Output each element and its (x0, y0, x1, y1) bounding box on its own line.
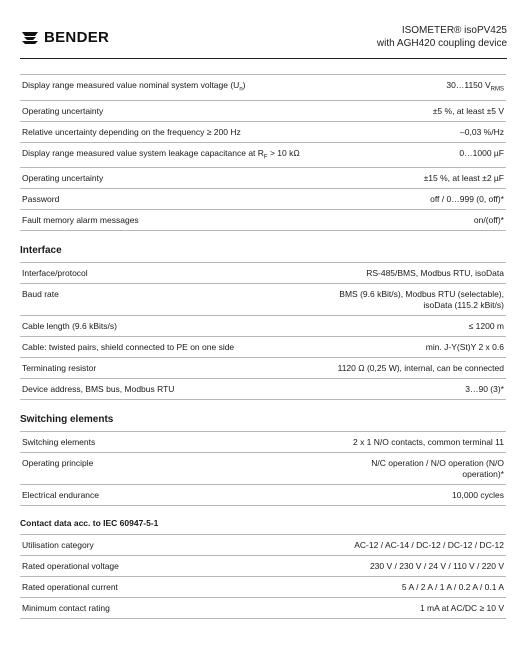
row-value: ±5 %, at least ±5 V (432, 105, 504, 116)
row-label: Interface/protocol (22, 268, 88, 279)
row-label: Cable: twisted pairs, shield connected to PE on one side (22, 342, 235, 353)
row-value: BMS (9.6 kBit/s), Modbus RTU (selectable), isoData (115.2 kBit/s) (339, 289, 504, 311)
contact-data-table (20, 534, 506, 619)
row-label: Baud rate (22, 289, 59, 300)
interface-table (20, 262, 506, 400)
brand-name: BENDER (44, 29, 110, 46)
table-row (20, 143, 506, 169)
row-value: ±15 %, at least ±2 µF (423, 173, 504, 184)
row-label: Rated operational current (22, 582, 118, 593)
table-row (20, 534, 506, 556)
table-row (20, 210, 506, 231)
row-label: Terminating resistor (22, 363, 97, 374)
bender-logo-icon (20, 31, 40, 45)
table-row (20, 74, 506, 101)
row-value: 3…90 (3)* (465, 384, 504, 395)
row-label: Fault memory alarm messages (22, 215, 139, 226)
brand-logo (20, 29, 109, 46)
row-value: 10,000 cycles (452, 490, 504, 501)
row-label: Switching elements (22, 437, 96, 448)
spec-content (20, 74, 506, 619)
row-label: Password (22, 194, 60, 205)
table-row (20, 262, 506, 284)
table-row (20, 284, 506, 316)
section-title-switching: Switching elements (20, 414, 114, 426)
row-value: RS-485/BMS, Modbus RTU, isoData (366, 268, 504, 279)
row-label: Cable length (9.6 kBits/s) (22, 321, 117, 332)
row-value: 1 mA at AC/DC ≥ 10 V (419, 603, 504, 614)
table-row (20, 556, 506, 577)
table-row (20, 431, 506, 453)
subsection-title-contact-data: Contact data acc. to IEC 60947-5-1 (20, 518, 159, 529)
document-title-line2: with AGH420 coupling device (376, 38, 507, 49)
page-header (20, 24, 507, 58)
row-label: Display range measured value system leakage capacitance at $R_F > 10$ kΩ (22, 147, 300, 161)
table-row (20, 316, 506, 337)
row-label: Rated operational voltage (22, 561, 119, 572)
row-label: Display range measured value nominal system voltage $(U_n)$ (22, 80, 246, 93)
row-value: ≤ 1200 m (468, 321, 504, 332)
table-row (20, 358, 506, 379)
row-value: 2 x 1 N/O contacts, common terminal 11 (352, 437, 504, 448)
table-row (20, 453, 506, 485)
table-row (20, 485, 506, 506)
table-row (20, 598, 506, 619)
switching-table (20, 431, 506, 506)
row-value: 0…1000 µF (459, 147, 504, 158)
row-value: 5 A / 2 A / 1 A / 0.2 A / 0.1 A (401, 582, 504, 593)
row-value: AC-12 / AC-14 / DC-12 / DC-12 / DC-12 (354, 540, 504, 551)
row-value: min. J-Y(St)Y 2 x 0.6 (425, 342, 504, 353)
document-title (377, 24, 507, 50)
row-value: on/(off)* (473, 215, 504, 226)
row-label: Electrical endurance (22, 490, 100, 501)
row-value: 30…1150 $V_{RMS}$ (446, 80, 504, 93)
row-label: Operating principle (22, 458, 94, 469)
table-row (20, 337, 506, 358)
section-title-interface: Interface (20, 245, 62, 257)
row-value: –0,03 %/Hz (460, 126, 504, 137)
table-row (20, 189, 506, 210)
table-row (20, 577, 506, 598)
row-value: off / 0…999 (0, off)* (430, 194, 504, 205)
row-label: Operating uncertainty (22, 173, 104, 184)
table-row (20, 122, 506, 143)
row-value: 230 V / 230 V / 24 V / 110 V / 220 V (369, 561, 504, 572)
row-label: Utilisation category (22, 540, 94, 551)
row-label: Relative uncertainty depending on the frequency ≥ 200 Hz (22, 126, 241, 137)
row-value: N/C operation / N/O operation (N/O operation)* (371, 458, 504, 480)
row-label: Device address, BMS bus, Modbus RTU (22, 384, 175, 395)
table-row (20, 379, 506, 400)
row-value: 1120 Ω (0,25 W), internal, can be connected (337, 363, 504, 374)
measurement-table (20, 74, 506, 231)
table-row (20, 168, 506, 189)
table-row (20, 101, 506, 122)
header-divider (20, 58, 507, 59)
row-label: Operating uncertainty (22, 105, 104, 116)
row-label: Minimum contact rating (22, 603, 110, 614)
document-title-line1: ISOMETER® isoPV425 (401, 25, 507, 36)
